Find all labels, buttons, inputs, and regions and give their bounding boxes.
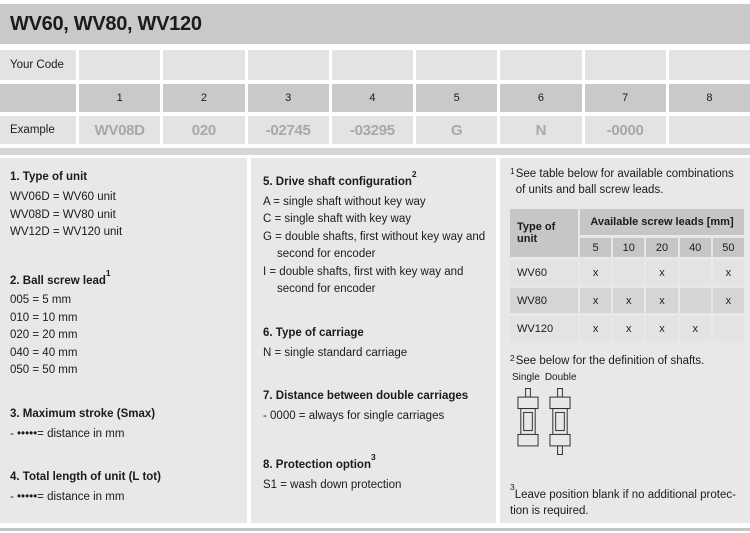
your-code-cell-3 <box>248 50 329 80</box>
lead-column-50: 50 <box>713 238 744 257</box>
mark-cell: x <box>646 316 677 341</box>
footnote-1-text: See table below for available combinations of units and ball screw leads. <box>515 168 734 196</box>
footnote-3-line1: $^3$Leave position blank if no additional protec- <box>510 482 736 501</box>
example-value-5: G <box>416 116 497 144</box>
position-header-6: 6 <box>500 84 581 112</box>
legend-line: A = single shaft without key way <box>263 195 426 208</box>
example-value-2: 020 <box>163 116 244 144</box>
legend-line: 050 = 50 mm <box>10 364 78 377</box>
divider-strip <box>0 148 750 155</box>
mark-cell: x <box>580 260 611 285</box>
position-header-7: 7 <box>585 84 666 112</box>
your-code-cell-8 <box>669 50 750 80</box>
legend-column-right <box>500 158 750 523</box>
example-value-7: -0000 <box>585 116 666 144</box>
legend-column-middle <box>251 158 496 523</box>
footnote-marker-1: 1 <box>105 267 111 278</box>
mark-cell <box>713 316 744 341</box>
title-banner <box>0 4 750 44</box>
position-header-spacer <box>0 84 76 112</box>
legend-line: 020 = 20 mm <box>10 329 78 342</box>
leads-table-group-header: Available screw leads [mm] <box>580 209 744 235</box>
single-shaft-diagram <box>516 388 540 455</box>
section-heading: 5. Drive shaft configuration$^2$ <box>263 169 417 188</box>
footnote-1-marker: 1 <box>510 166 515 176</box>
shaft-diagram-labels <box>512 371 742 385</box>
footnote-marker-3: 3 <box>370 451 376 462</box>
example-value-6: N <box>500 116 581 144</box>
mark-cell: x <box>713 260 744 285</box>
example-value-1: WV08D <box>79 116 160 144</box>
position-header-4: 4 <box>332 84 413 112</box>
your-code-label: Your Code <box>0 50 76 80</box>
legend-line: S1 = wash down protection <box>263 478 402 491</box>
shaft-diagrams <box>516 388 742 455</box>
legend-line: WV12D = WV120 unit <box>10 226 123 238</box>
position-header-1: 1 <box>79 84 160 112</box>
lead-column-5: 5 <box>580 238 611 257</box>
lead-column-20: 20 <box>646 238 677 257</box>
footnote-2-marker: 2 <box>510 353 515 363</box>
section-heading: 8. Protection option$^3$ <box>263 451 376 471</box>
footnote-3-marker: 3 <box>510 482 515 492</box>
unit-row-wv120-label: WV120 <box>510 316 578 341</box>
page-title: WV60, WV80, WV120 <box>10 12 202 35</box>
mark-cell: x <box>713 288 744 313</box>
section-maximum-stroke <box>10 406 237 444</box>
unit-row-wv80-label: WV80 <box>510 288 578 313</box>
lead-column-40: 40 <box>680 238 711 257</box>
unit-row-wv60-label: WV60 <box>510 260 578 285</box>
legend-line: second for encoder <box>277 283 376 296</box>
position-header-3: 3 <box>248 84 329 112</box>
mark-cell: x <box>613 316 644 341</box>
example-value-8 <box>669 116 750 144</box>
legend-line: G = double shafts, first without key way and <box>263 230 486 243</box>
single-shaft-label: Single <box>512 372 540 383</box>
position-header-2: 2 <box>163 84 244 112</box>
double-shaft-diagram <box>548 388 572 455</box>
mark-cell <box>680 260 711 285</box>
footnote-2-text: See below for the definition of shafts. <box>515 355 705 367</box>
section-ball-screw-lead <box>10 268 237 380</box>
legend-line: WV06D = WV60 unit <box>10 191 116 203</box>
your-code-cell-6 <box>500 50 581 80</box>
legend-line: - •••••= distance in mm <box>10 427 125 440</box>
section-heading: 7. Distance between double carriages <box>263 390 469 403</box>
leads-table-corner-header: Type of unit <box>510 209 578 257</box>
legend-line: 010 = 10 mm <box>10 311 78 324</box>
double-shaft-label: Double <box>544 372 577 383</box>
your-code-cell-4 <box>332 50 413 80</box>
legend-line: C = single shaft with key way <box>263 213 411 226</box>
legend-line: 005 = 5 mm <box>10 294 72 307</box>
section-heading: 3. Maximum stroke (Smax) <box>10 407 156 420</box>
mark-cell: x <box>580 288 611 313</box>
bottom-rule <box>0 528 750 531</box>
legend-line: - 0000 = always for single carriages <box>263 410 445 423</box>
section-type-of-carriage <box>263 325 488 363</box>
legend-line: second for encoder <box>277 248 376 261</box>
legend-line: I = double shafts, first with key way and <box>263 265 464 278</box>
section-heading: 2. Ball screw lead$^1$ <box>10 267 111 287</box>
section-type-of-unit <box>10 169 237 242</box>
mark-cell: x <box>646 288 677 313</box>
legend-column-left <box>0 158 247 523</box>
section-drive-shaft-configuration <box>263 169 488 299</box>
section-heading: 1. Type of unit <box>10 171 88 183</box>
mark-cell: x <box>580 316 611 341</box>
example-value-4: -03295 <box>332 116 413 144</box>
section-distance-double-carriages <box>263 388 488 426</box>
your-code-cell-1 <box>79 50 160 80</box>
legend-line: - •••••= distance in mm <box>10 491 125 504</box>
footnote-marker-2: 2 <box>411 169 417 179</box>
section-heading: 6. Type of carriage <box>263 326 364 339</box>
your-code-cell-2 <box>163 50 244 80</box>
section-protection-option <box>263 452 488 494</box>
your-code-cell-5 <box>416 50 497 80</box>
mark-cell: x <box>613 288 644 313</box>
legend-content <box>0 158 750 523</box>
section-total-length <box>10 469 237 507</box>
screw-leads-table <box>510 209 744 341</box>
footnote-2 <box>510 353 742 369</box>
lead-column-10: 10 <box>613 238 644 257</box>
mark-cell <box>680 288 711 313</box>
section-heading: 4. Total length of unit (L tot) <box>10 471 161 484</box>
legend-line: N = single standard carriage <box>263 346 408 359</box>
order-code-table <box>0 50 750 144</box>
mark-cell <box>613 260 644 285</box>
legend-line: 040 = 40 mm <box>10 346 78 359</box>
footnote-3-line2: tion is required. <box>510 504 589 517</box>
footnote-3 <box>510 482 742 519</box>
mark-cell: x <box>646 260 677 285</box>
position-header-8: 8 <box>669 84 750 112</box>
example-label: Example <box>0 116 76 144</box>
position-header-5: 5 <box>416 84 497 112</box>
mark-cell: x <box>680 316 711 341</box>
legend-line: WV08D = WV80 unit <box>10 208 116 221</box>
footnote-1 <box>510 166 742 198</box>
your-code-cell-7 <box>585 50 666 80</box>
example-value-3: -02745 <box>248 116 329 144</box>
